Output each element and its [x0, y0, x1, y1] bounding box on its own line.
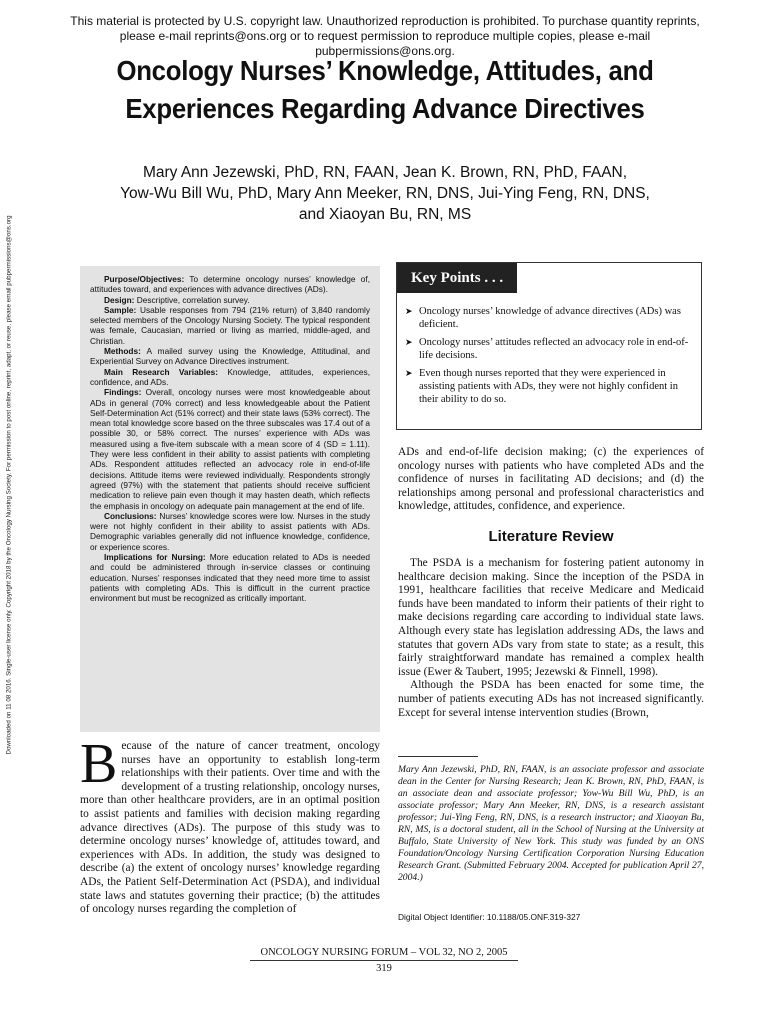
abstract-conclusions-label: Conclusions:	[104, 510, 157, 521]
abstract-sample-text: Usable responses from 794 (21% return) of 3,840 randomly selected members of the Oncology Nursing Society. The typical respondent was female, Caucasian, married or living as married, middle-aged, and Christian.	[90, 304, 370, 346]
abstract-methods-label: Methods:	[104, 346, 141, 357]
literature-review-body	[398, 557, 704, 720]
author-line-3: and Xiaoyan Bu, RN, MS	[298, 206, 472, 223]
abstract-findings-label: Findings:	[104, 387, 142, 398]
key-point-item: ➤ Oncology nurses’ knowledge of advance directives (ADs) was deficient.	[405, 305, 693, 331]
abstract-purpose	[90, 274, 370, 295]
abstract-findings	[90, 387, 370, 511]
article-title-line-2: Experiences Regarding Advance Directives	[125, 93, 645, 124]
abstract-methods	[90, 346, 370, 367]
body-right-continuation	[398, 446, 704, 514]
drop-cap: B	[80, 733, 118, 795]
abstract-variables	[90, 367, 370, 388]
article-title	[86, 52, 684, 128]
page-number: 319	[376, 963, 392, 974]
key-point-item: ➤ Oncology nurses’ attitudes reflected an advocacy role in end-of-life decisions.	[405, 336, 693, 362]
intro-paragraph-text: ecause of the nature of cancer treatment, oncology nurses have an opportunity to establish long-term relationships with their patients. Over time and with the development of a trusting relationship, oncology nurses, more than other healthcare providers, are in an optimal position to assist patients and families with decision making regarding advance directives (ADs). The purpose of this study was to determine oncology nurses’ knowledge of, attitudes toward, and experiences with ADs. In addition, the study was designed to describe (a) the extent of oncology nurses’ knowledge regarding ADs, the Patient Self-Determination Act (PSDA), and individual state laws and statutes governing their practice; (b) the attitudes of oncology nurses regarding the completion of	[80, 740, 380, 916]
literature-paragraph-1: The PSDA is a mechanism for fostering patient autonomy in healthcare decision making. Since the inception of the PSDA in 1991, healthcare facilities that receive Medicare and Medicaid funds have been mandated to inform their patients of their right to make decisions regarding care according to individual state laws. Although every state has legislation addressing ADs, the laws and statutes that govern ADs vary from state to state; as a result, this fairly straightforward mandate has remained a complex health issue (Ewer & Taubert, 1995; Jezewski & Finnell, 1998).	[398, 557, 704, 678]
journal-citation: ONCOLOGY NURSING FORUM – VOL 32, NO 2, 2005	[250, 946, 518, 961]
abstract-findings-text: Overall, oncology nurses were most knowledgeable about ADs in general (70% correct) and less knowledgeable about the Patient Self-Determination Act (51% correct) and their state laws (53% correct). The mean total knowledge score based on the three subscales was 17.4 out of a possible 30, or 58% correct. The nurses’ experience with ADs was measured using a five-item subscale with a mean score of 4 (SD = 1.11). They were less confident in their ability to assist patients with completing ADs. Respondent attitudes reflected an advocacy role in end-of-life decisions. Attitude items were reviewed individually. Respondents strongly agreed (97%) with the statement that patients should receive sufficient medication to relieve pain even though it may hasten death, which reflects the emphasis in oncology on adequate pain management at the end of life.	[90, 387, 370, 511]
abstract-design-text: Descriptive, correlation survey.	[136, 294, 250, 305]
copyright-notice-line-2: please e-mail reprints@ons.org or to request permission to reproduce multiple copies, please e-mail pubpermissions@ons.org.	[119, 29, 651, 58]
abstract-methods-text: A mailed survey using the Knowledge, Attitudinal, and Experiential Survey on Advance Directives instrument.	[90, 346, 370, 367]
intro-paragraph	[80, 733, 380, 917]
abstract-purpose-text: To determine oncology nurses’ knowledge of, attitudes toward, and experiences with advance directives (ADs).	[90, 274, 370, 295]
download-sidebar-text: Downloaded on 11 08 2016. Single-user license only. Copyright 2018 by the Oncology Nursing Society. For permission to post online, reprint, adapt, or reuse, please email pubpermissions@ons.org	[5, 215, 13, 755]
footnote-divider	[398, 756, 478, 757]
author-line-2: Yow-Wu Bill Wu, PhD, Mary Ann Meeker, RN, DNS, Jui-Ying Feng, RN, DNS,	[120, 185, 650, 202]
abstract-variables-label: Main Research Variables:	[104, 366, 219, 377]
abstract-design-label: Design:	[104, 294, 135, 305]
author-footnote: Mary Ann Jezewski, PhD, RN, FAAN, is an associate professor and associate dean in the Center for Nursing Research; Jean K. Brown, RN, PhD, FAAN, is an associate dean and associate professor; Yow-Wu Bill Wu, PhD, is an associate professor; Mary Ann Meeker, RN, DNS, is a research assistant professor; Jui-Ying Feng, RN, DNS, is a research instructor; and Xiaoyan Bu, RN, MS, is a doctoral student, all in the School of Nursing at the University at Buffalo, State University of New York. This study was funded by an ONS Foundation/Oncology Nursing Certification Corporation Nursing Education Research Grant. (Submitted February 2004. Accepted for publication April 27, 2004.)	[398, 764, 704, 883]
literature-paragraph-2: Although the PSDA has been enacted for some time, the number of patients executing ADs has not increased significantly. Except for several intense intervention studies (Brown,	[398, 679, 704, 719]
doi-line: Digital Object Identifier: 10.1188/05.ONF.319-327	[398, 912, 581, 922]
author-line-1: Mary Ann Jezewski, PhD, RN, FAAN, Jean K. Brown, RN, PhD, FAAN,	[142, 164, 628, 181]
abstract-implications-text: More education related to ADs is needed and could be administered through in-service classes or continuing education. Nurses’ responses indicated that they need more time to assist patients with completing ADs. This is difficult in the current practice environment but must be recognized as critically important.	[90, 552, 370, 604]
key-point-item: ➤ Even though nurses reported that they were experienced in assisting patients with ADs, they were not highly confident in their ability to do so.	[405, 367, 693, 406]
key-points-list	[405, 305, 693, 411]
abstract-box	[80, 266, 380, 732]
page-footer	[250, 946, 518, 975]
section-heading-literature-review: Literature Review	[488, 528, 614, 545]
key-points-box	[396, 262, 702, 430]
article-title-line-1: Oncology Nurses’ Knowledge, Attitudes, and	[116, 55, 654, 86]
abstract-implications	[90, 552, 370, 603]
abstract-sample	[90, 305, 370, 346]
continuation-paragraph: ADs and end-of-life decision making; (c) the experiences of oncology nurses with patients who have completed ADs and the confidence of nurses in facilitating AD decisions; and (d) the relationships among personal and professional characteristics and knowledge, attitudes, confidence, and experience.	[398, 446, 704, 513]
body-left-column	[80, 733, 380, 917]
abstract-variables-text: Knowledge, attitudes, experiences, confidence, and ADs.	[90, 366, 370, 387]
abstract-conclusions	[90, 511, 370, 552]
key-points-heading: Key Points . . .	[397, 263, 517, 293]
abstract-purpose-label: Purpose/Objectives:	[104, 274, 185, 284]
abstract-sample-label: Sample:	[104, 304, 137, 315]
abstract-implications-label: Implications for Nursing:	[104, 552, 206, 563]
abstract-conclusions-text: Nurses’ knowledge scores were low. Nurses in the study were not highly confident in their ability to assist patients with ADs. Demographic variables generally did not influence knowledge, confidence, or experience scores.	[90, 510, 370, 552]
author-list	[80, 162, 690, 225]
download-sidebar	[0, 140, 18, 830]
abstract-design	[90, 295, 370, 305]
copyright-notice-line-1: This material is protected by U.S. copyright law. Unauthorized reproduction is prohibited. To purchase quantity reprints,	[70, 14, 700, 28]
